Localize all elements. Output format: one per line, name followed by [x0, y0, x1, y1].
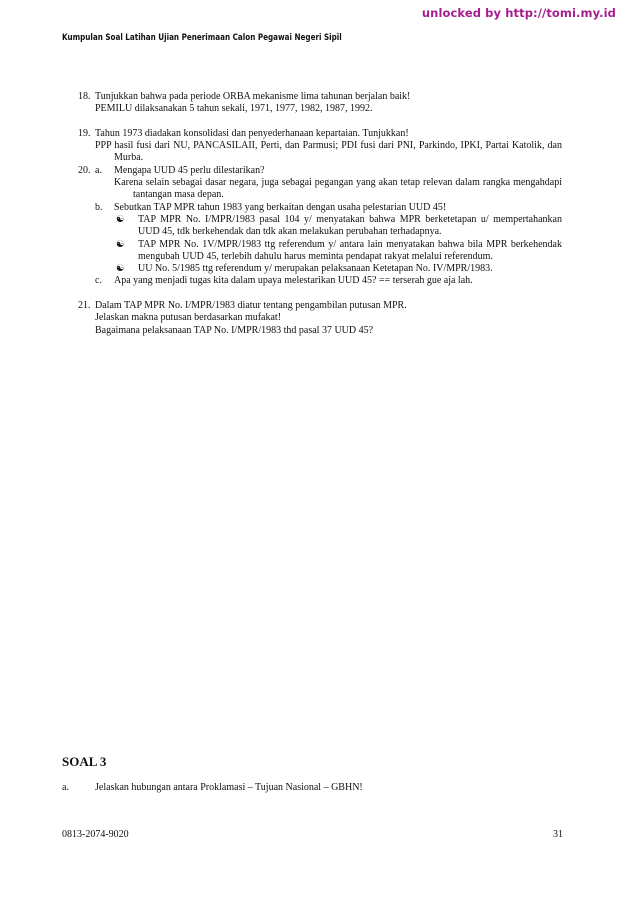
question-19: [78, 128, 562, 165]
yin-yang-icon: ☯: [116, 238, 125, 250]
question-number: 19.: [78, 127, 91, 139]
question-21: [78, 300, 562, 337]
question-number: 20.: [78, 164, 91, 176]
document-body: [78, 91, 562, 337]
bullet-text: UU No. 5/1985 ttg referendum y/ merupakan pelaksanaan Ketetapan No. IV/MPR/1983.: [138, 263, 493, 275]
yin-yang-icon: ☯: [116, 213, 125, 225]
section-item: [62, 782, 363, 794]
answer-text: PEMILU dilaksanakan 5 tahun sekali, 1971, 1977, 1982, 1987, 1992.: [95, 103, 373, 115]
answer-text: Karena selain sebagai dasar negara, juga sebagai pegangan yang akan tetap relevan dalam rangka mengahdapi tantangan masa depan.: [114, 177, 562, 201]
sub-question-text: Apa yang menjadi tugas kita dalam upaya melestarikan UUD 45? == terserah gue aja lah.: [114, 275, 473, 287]
sub-label: a.: [62, 782, 69, 793]
question-number: 21.: [78, 300, 91, 312]
question-18: [78, 91, 562, 116]
watermark-link[interactable]: unlocked by http://tomi.my.id: [421, 6, 616, 20]
page-header: Kumpulan Soal Latihan Ujian Penerimaan Calon Pegawai Negeri Sipil: [62, 32, 342, 42]
sub-question-b: [95, 202, 562, 276]
yin-yang-icon: ☯: [116, 263, 125, 275]
bullet-text: TAP MPR No. I/MPR/1983 pasal 104 y/ menyatakan bahwa MPR berketetapan u/ mempertahankan UUD 45, tdk berkehendak dan tdk akan melakukan perubahan terhadapnya.: [138, 213, 562, 238]
sub-label: b.: [95, 201, 103, 213]
sub-label: c.: [95, 275, 102, 287]
question-text: Jelaskan makna putusan berdasarkan mufakat!: [95, 312, 282, 324]
bullet-item: [116, 239, 562, 264]
question-text: Tahun 1973 diadakan konsolidasi dan penyederhanaan kepartaian. Tunjukkan!: [95, 127, 409, 139]
sub-question-text: Mengapa UUD 45 perlu dilestarikan?: [114, 164, 265, 176]
sub-label: a.: [95, 164, 102, 176]
footer-phone: 0813-2074-9020: [62, 829, 129, 840]
question-text: Dalam TAP MPR No. I/MPR/1983 diatur tentang pengambilan putusan MPR.: [95, 300, 407, 312]
section-item-text: Jelaskan hubungan antara Proklamasi – Tujuan Nasional – GBHN!: [95, 782, 363, 793]
bullet-item: [116, 214, 562, 239]
question-number: 18.: [78, 91, 91, 102]
question-text: Bagaimana pelaksanaan TAP No. I/MPR/1983 thd pasal 37 UUD 45?: [95, 324, 374, 336]
sub-question-text: Sebutkan TAP MPR tahun 1983 yang berkaitan dengan usaha pelestarian UUD 45!: [114, 201, 447, 213]
question-text: Tunjukkan bahwa pada periode ORBA mekanisme lima tahunan berjalan baik!: [95, 91, 411, 102]
sub-question-c: [95, 275, 562, 287]
sub-question-a: [95, 165, 562, 202]
bullet-item: [116, 263, 562, 275]
bullet-text: TAP MPR No. 1V/MPR/1983 ttg referendum y/ antara lain menyatakan bahwa bila MPR berkehendak mengubah UUD 45, terlebih dahulu harus meminta pendapat rakyat melalui referendum.: [138, 238, 562, 262]
question-20: [78, 165, 562, 288]
page-number: 31: [553, 829, 563, 840]
section-title: SOAL 3: [62, 754, 107, 769]
answer-text: PPP hasil fusi dari NU, PANCASILAII, Perti, dan Parmusi; PDI fusi dari PNI, Parkindo, IPKI, Partai Katolik, dan Murba.: [95, 140, 562, 164]
